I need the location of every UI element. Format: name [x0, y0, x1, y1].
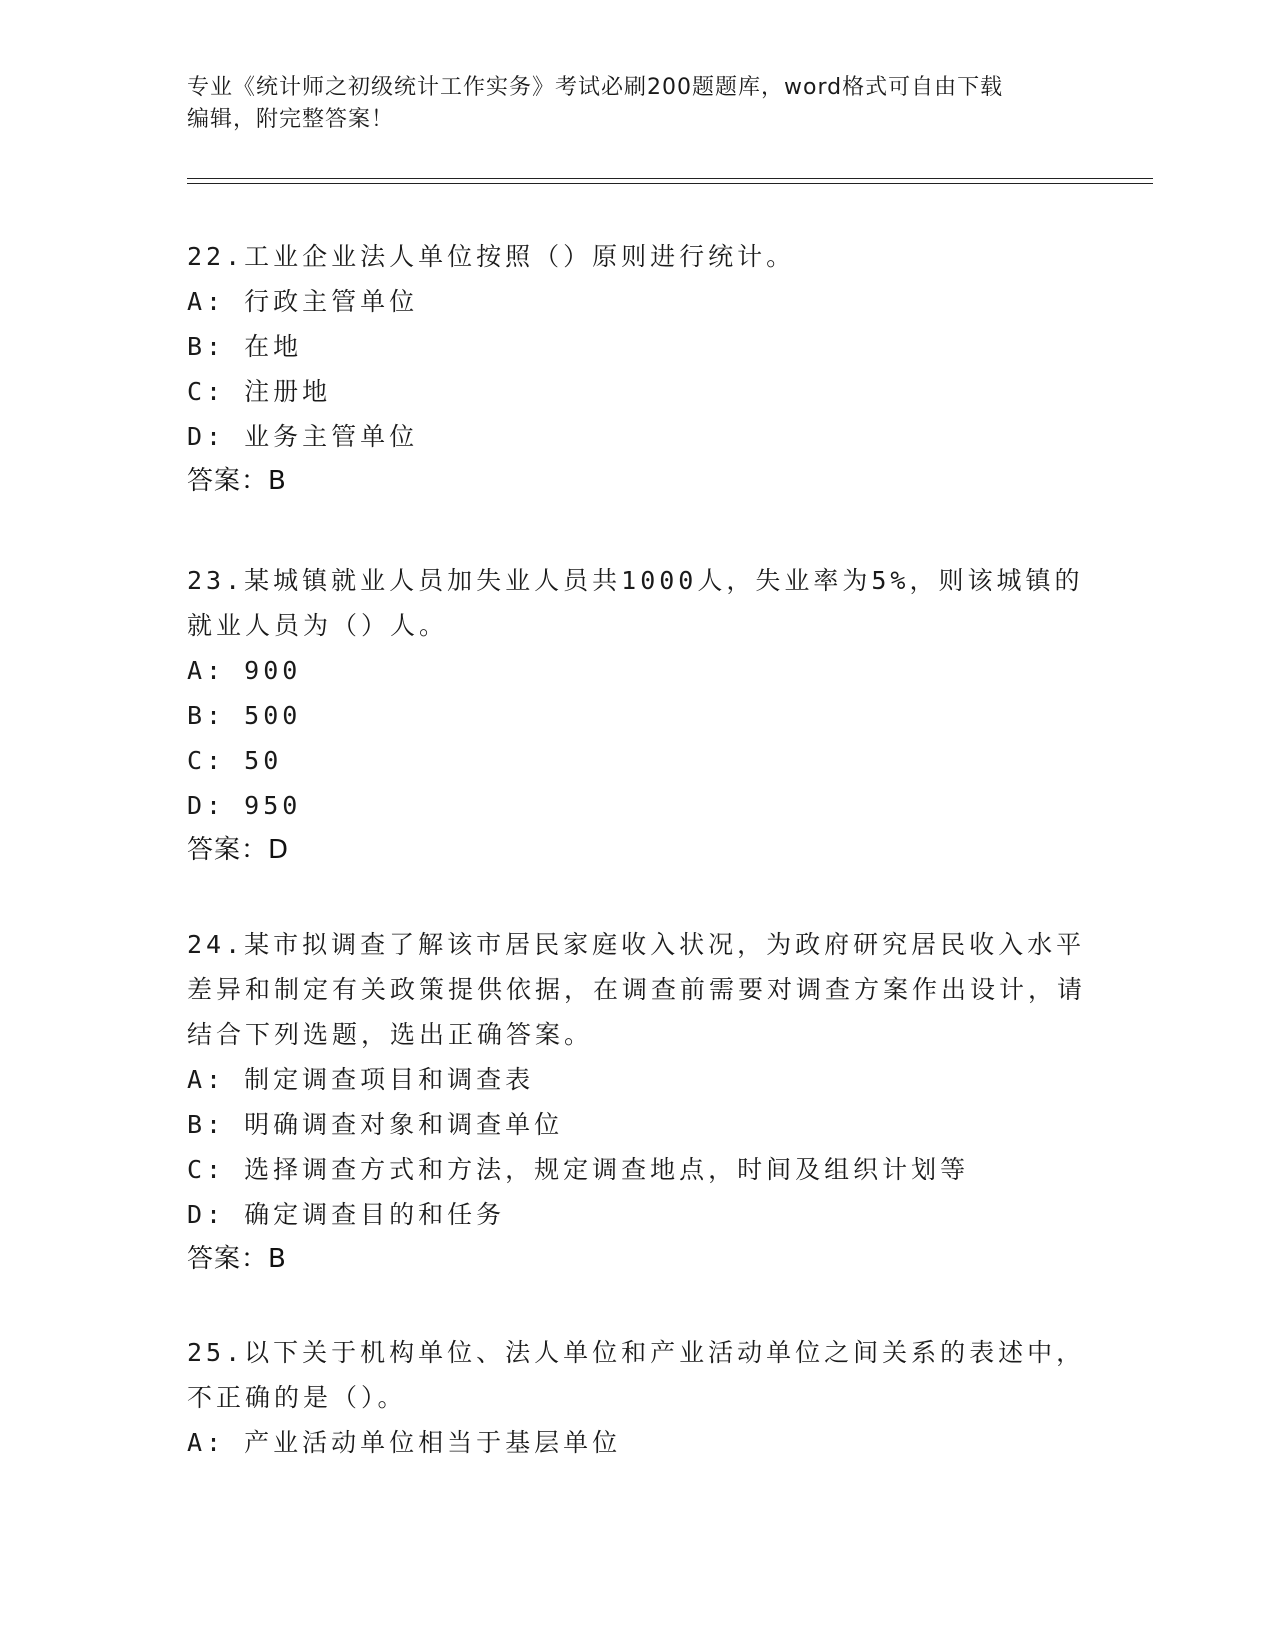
header-divider-bottom	[187, 183, 1153, 184]
answer-line: 答案：D	[187, 835, 290, 865]
option-c: C: 50	[187, 746, 283, 775]
question-stem: 23.某城镇就业人员加失业人员共1000人，失业率为5%，则该城镇的就业人员为（）人。	[187, 566, 1084, 640]
option-d: D: 业务主管单位	[187, 422, 419, 451]
question-25	[187, 1330, 1087, 1465]
question-24	[187, 922, 1087, 1282]
option-d: D: 确定调查目的和任务	[187, 1200, 506, 1229]
option-c: C: 选择调查方式和方法，规定调查地点，时间及组织计划等	[187, 1155, 970, 1184]
header-line-1: 专业《统计师之初级统计工作实务》考试必刷200题题库，word格式可自由下载	[187, 75, 1004, 100]
option-b: B: 在地	[187, 332, 303, 361]
option-b: B: 明确调查对象和调查单位	[187, 1110, 564, 1139]
question-stem: 24.某市拟调查了解该市居民家庭收入状况，为政府研究居民收入水平差异和制定有关政策提供依据，在调查前需要对调查方案作出设计，请结合下列选题，选出正确答案。	[187, 930, 1087, 1049]
option-b: B: 500	[187, 701, 302, 730]
option-a: A: 900	[187, 656, 302, 685]
answer-line: 答案：B	[187, 1244, 287, 1274]
question-23	[187, 558, 1087, 873]
header-line-2: 编辑，附完整答案！	[187, 107, 395, 132]
option-a: A: 制定调查项目和调查表	[187, 1065, 535, 1094]
option-a: A: 行政主管单位	[187, 287, 419, 316]
header-divider-top	[187, 178, 1153, 179]
answer-line: 答案：B	[187, 466, 287, 496]
option-d: D: 950	[187, 791, 302, 820]
question-stem: 25.以下关于机构单位、法人单位和产业活动单位之间关系的表述中，不正确的是（）。	[187, 1338, 1086, 1412]
question-stem: 22.工业企业法人单位按照（）原则进行统计。	[187, 242, 796, 271]
question-22	[187, 234, 1087, 504]
option-c: C: 注册地	[187, 377, 332, 406]
option-a: A: 产业活动单位相当于基层单位	[187, 1428, 622, 1457]
document-header	[187, 72, 1087, 136]
